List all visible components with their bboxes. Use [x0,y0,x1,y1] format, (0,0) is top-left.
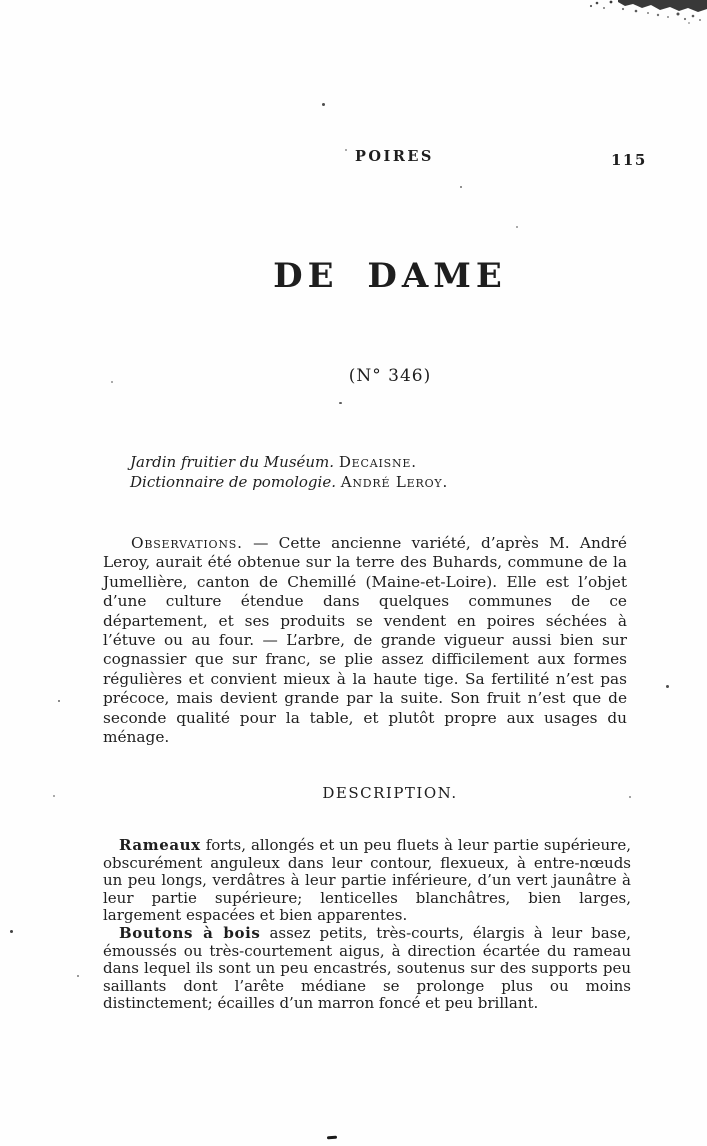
scan-speck [629,796,631,798]
scan-speck [666,685,669,688]
reference-work: Jardin fruitier du Muséum. [130,453,335,471]
scan-smudge-bottom [327,1136,337,1140]
reference-list [130,452,448,492]
description-paragraph-boutons [103,925,631,1013]
scan-speck [10,930,13,933]
description-heading: DESCRIPTION. [322,784,458,802]
scan-speck [322,103,325,106]
variety-title: DE DAME [273,256,507,296]
scan-speck [53,795,55,797]
scan-noise-corner [588,0,707,26]
paragraph-lead-word: Rameaux [119,836,201,854]
running-title: POIRES [355,148,434,165]
reference-author: Decaisne. [338,453,417,471]
observations-paragraph [103,534,627,747]
paragraph-lead-word: Boutons à bois [119,924,261,942]
observations-lead: Observations. [131,534,243,552]
observations-text: — Cette ancienne variété, d’après M. André Leroy, aurait été obtenue sur la terre des Buhards, commune de la Jumellière, canton de Chemillé (Maine-et-Loire). Elle est l’objet d’une culture étendue dans quelques communes de ce département, et ses produits se vendent en poires séchées à l’étuve ou au four. — L’arbre, de grande vigueur aussi bien sur cognassier que sur franc, se plie assez difficilement aux formes régulières et convient mieux à la haute tige. Sa fertilité n’est pas précoce, mais devient grande par la suite. Son fruit n’est que de seconde qualité pour la table, et plutôt propre aux usages du ménage. [103,534,627,747]
scan-speck [111,381,113,383]
variety-number: (N° 346) [348,366,432,386]
reference-work: Dictionnaire de pomologie. [130,473,336,491]
scan-speck [460,186,462,188]
paragraph-text: forts, allongés et un peu fluets à leur partie supérieure, obscurément anguleux dans leur contour, flexueux, à entre-nœuds un peu longs, verdâtres à leur partie inférieure, d’un vert jaunâtre à leur partie supérieure; lenticelles blanchâtres, bien larges, largement espacées et bien apparentes. [103,836,631,925]
reference-item [130,472,448,492]
reference-item [130,452,448,472]
paragraph-text: assez petits, très-courts, élargis à leur base, émoussés ou très-courtement aigus, à direction écartée du rameau dans lequel ils sont un peu encastrés, soutenus sur des supports peu saillants dont l’arête médiane se prolonge plus ou moins distinctement; écailles d’un marron foncé et peu brillant. [103,924,631,1013]
reference-author: André Leroy. [340,473,449,491]
scan-speck [516,226,518,228]
page-number: 115 [611,151,647,169]
scan-speck [77,975,79,977]
scan-speck [339,402,342,404]
description-paragraph-rameaux [103,837,631,925]
scan-speck [58,700,60,702]
scan-speck [345,149,347,151]
